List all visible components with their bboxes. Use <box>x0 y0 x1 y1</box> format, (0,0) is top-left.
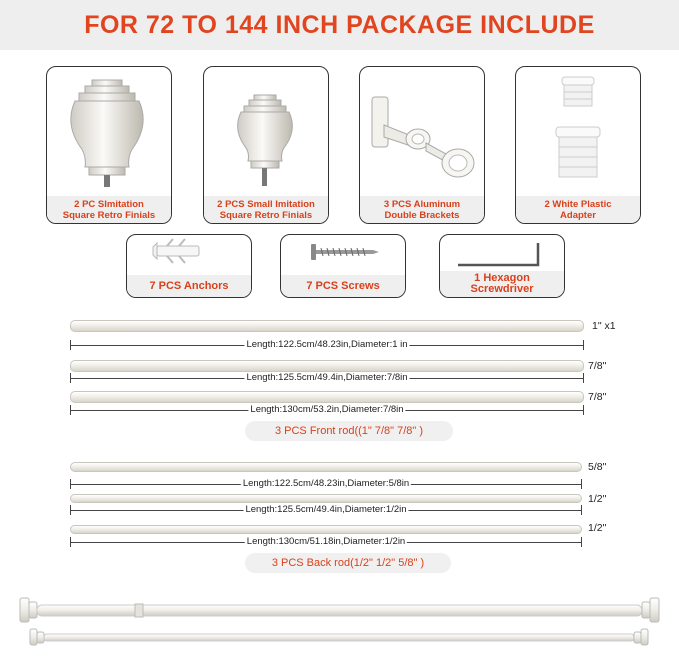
measure-line: Length:130cm/53.2in,Diameter:7/8in <box>70 405 584 415</box>
diameter-label: 1" x1 <box>592 320 616 332</box>
measure-line: Length:125.5cm/49.4in,Diameter:7/8in <box>70 373 584 383</box>
accessory-caption: 7 PCS Screws <box>281 275 405 297</box>
accessory-caption: 1 Hexagon Screwdriver <box>440 271 564 297</box>
item-card-adapters <box>515 66 641 224</box>
front-rods-label: 3 PCS Front rod((1" 7/8" 7/8" ) <box>245 421 453 441</box>
item-caption: 2 PC SImitation Square Retro Finials <box>47 196 171 223</box>
large-finial-illustration <box>47 67 171 197</box>
assembled-back-rod <box>30 629 648 645</box>
accessory-card-screws <box>280 234 406 298</box>
back-rod-2 <box>70 494 582 503</box>
front-rod-3 <box>70 391 584 403</box>
back-rod-1 <box>70 462 582 472</box>
measure-line: Length:122.5cm/48.23in,Diameter:5/8in <box>70 479 582 489</box>
diameter-label: 1/2" <box>588 522 607 534</box>
item-card-large-finial <box>46 66 172 224</box>
back-rods-label: 3 PCS Back rod(1/2" 1/2" 5/8" ) <box>245 553 451 573</box>
diameter-label: 7/8" <box>588 360 607 372</box>
measure-line: Length:122.5cm/48.23in,Diameter:1 in <box>70 340 584 350</box>
item-caption: 2 White Plastic Adapter <box>516 196 640 223</box>
measure-line: Length:125.5cm/49.4in,Diameter:1/2in <box>70 505 582 515</box>
item-card-small-finial <box>203 66 329 224</box>
diameter-label: 1/2" <box>588 493 607 505</box>
measure-line: Length:130cm/51.18in,Diameter:1/2in <box>70 537 582 547</box>
item-caption: 2 PCS Small Imitation Square Retro Finials <box>204 196 328 223</box>
accessory-caption: 7 PCS Anchors <box>127 275 251 297</box>
item-caption: 3 PCS Aluminum Double Brackets <box>360 196 484 223</box>
accessory-card-anchors <box>126 234 252 298</box>
hex-key-icon <box>440 235 564 275</box>
diameter-label: 5/8" <box>588 461 607 473</box>
page-title: FOR 72 TO 144 INCH PACKAGE INCLUDE <box>84 10 595 39</box>
adapter-illustration <box>516 67 640 197</box>
front-rod-1 <box>70 320 584 332</box>
screw-illustration <box>281 235 405 275</box>
front-rod-2 <box>70 360 584 372</box>
bracket-illustration <box>360 67 484 197</box>
small-finial-illustration <box>204 67 328 197</box>
accessory-card-screwdriver <box>439 234 565 298</box>
diameter-label: 7/8" <box>588 391 607 403</box>
assembled-front-rod <box>20 598 659 622</box>
back-rod-3 <box>70 525 582 534</box>
header-banner <box>0 0 679 50</box>
anchor-illustration <box>127 235 251 275</box>
item-card-brackets <box>359 66 485 224</box>
